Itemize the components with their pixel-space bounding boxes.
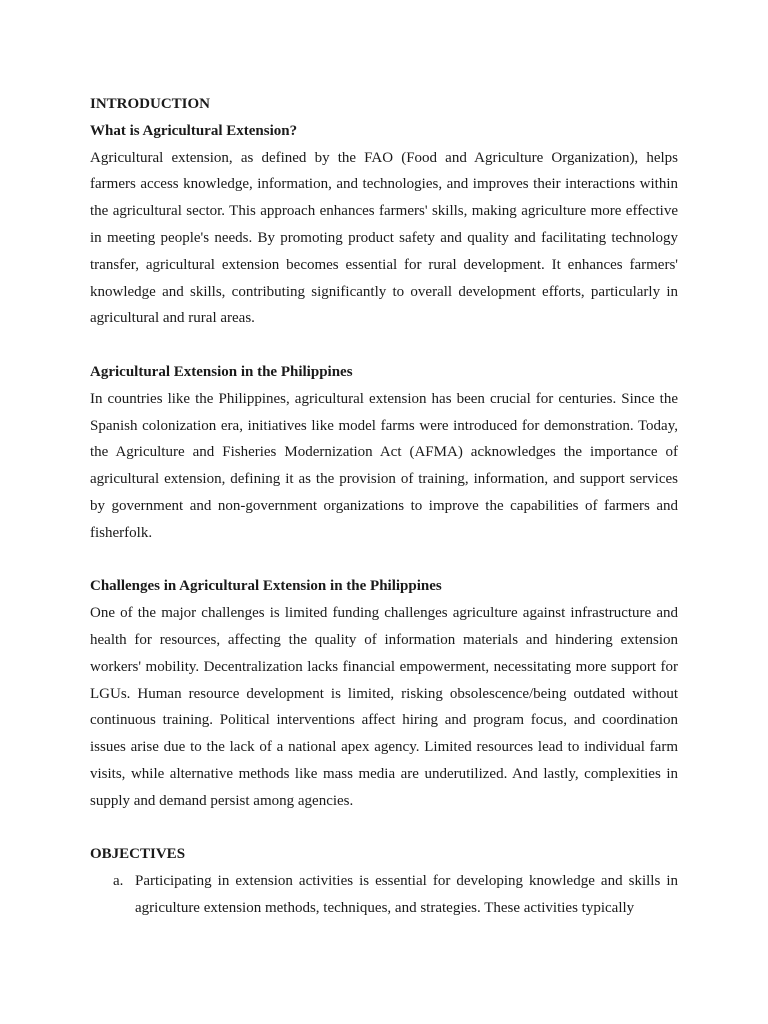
- challenges-paragraph: One of the major challenges is limited funding challenges agriculture against infrastructure and health for resources, affecting the quality of information materials and hindering extension workers' mobility. Decentralization lacks financial empowerment, necessitating more support for LGUs. Human resource development is limited, risking obsolescence/being outdated without continuous training. Political interventions affect hiring and program focus, and coordination issues arise due to the lack of a national apex agency. Limited resources lead to individual farm visits, while alternative methods like mass media are underutilized. And lastly, complexities in supply and demand persist among agencies.: [90, 605, 678, 809]
- introduction-heading: INTRODUCTION: [90, 96, 211, 112]
- introduction-paragraph: Agricultural extension, as defined by the FAO (Food and Agriculture Organization), helps farmers access knowledge, information, and technologies, and improves their interactions within the agricultural sector. This approach enhances farmers' skills, making agriculture more effective in meeting people's needs. By promoting product safety and quality and facilitating technology transfer, agricultural extension becomes essential for rural development. It enhances farmers' knowledge and skills, contributing significantly to overall development efforts, particularly in agricultural and rural areas.: [90, 149, 678, 327]
- philippines-heading: Agricultural Extension in the Philippines: [90, 363, 353, 380]
- section-spacer: [90, 547, 678, 574]
- objective-text: Participating in extension activities is essential for developing knowledge and skills in agriculture extension methods, techniques, and strategies. These activities typically: [135, 873, 678, 916]
- challenges-heading: Challenges in Agricultural Extension in the Philippines: [90, 578, 442, 595]
- objectives-list: [90, 868, 678, 922]
- objectives-heading: OBJECTIVES: [90, 846, 186, 863]
- objective-marker: a.: [113, 873, 124, 890]
- section-spacer: [90, 815, 678, 842]
- what-is-extension-subheading: What is Agricultural Extension?: [90, 122, 298, 139]
- section-spacer: [90, 332, 678, 359]
- objective-item: [90, 868, 678, 922]
- philippines-paragraph: In countries like the Philippines, agricultural extension has been crucial for centuries. Since the Spanish colonization era, initiatives like model farms were introduced for demonstration. Today, the Agriculture and Fisheries Modernization Act (AFMA) acknowledges the importance of agricultural extension, defining it as the provision of training, information, and support services by government and non-government organizations to improve the capabilities of farmers and fisherfolk.: [90, 390, 678, 541]
